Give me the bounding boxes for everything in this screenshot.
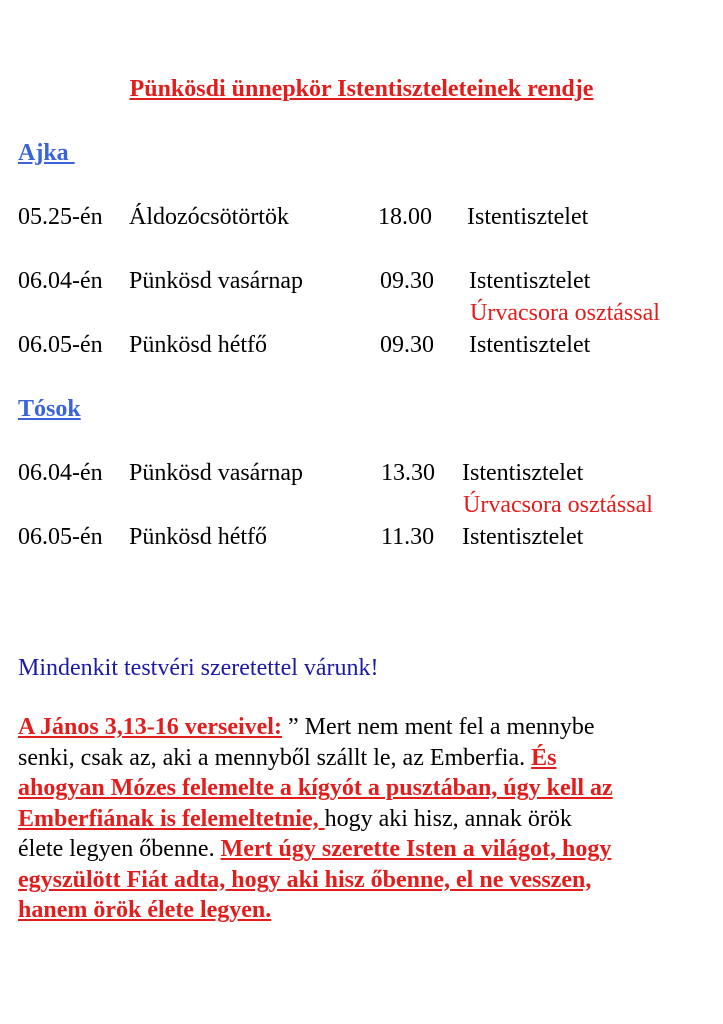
row-time: 18.00: [378, 204, 432, 230]
verse-highlight: És: [531, 744, 557, 771]
row-date: 06.05-én: [18, 332, 103, 358]
verse-line: [18, 834, 718, 865]
verse-highlight: A János 3,13-16 verseivel:: [18, 714, 282, 740]
row-event: Pünkösd hétfő: [129, 524, 267, 550]
row-time: 13.30: [381, 460, 435, 486]
row-time: 09.30: [380, 332, 434, 358]
section-heading-ajka[interactable]: Ajka: [18, 140, 75, 166]
row-time: 09.30: [380, 268, 434, 294]
row-date: 06.05-én: [18, 524, 103, 550]
row-event: Pünkösd hétfő: [129, 332, 267, 358]
schedule-row: [18, 265, 708, 297]
verse-line: [18, 804, 718, 835]
section-heading-tosok[interactable]: Tósok: [18, 396, 81, 422]
greeting-text: Mindenkit testvéri szeretettel várunk!: [18, 655, 379, 681]
row-note: Úrvacsora osztással: [463, 492, 653, 518]
row-note: Úrvacsora osztással: [470, 300, 660, 326]
schedule-row: [18, 201, 708, 233]
row-date: 05.25-én: [18, 204, 103, 230]
row-date: 06.04-én: [18, 268, 103, 294]
row-type: Istentisztelet: [469, 332, 591, 358]
verse-text: hogy aki hisz, annak örök: [324, 805, 572, 832]
row-event: Pünkösd vasárnap: [129, 460, 303, 486]
verse-text: senki, csak az, aki a mennyből szállt le, az Emberfia.: [18, 744, 532, 771]
verse-line: [18, 712, 718, 743]
verse-highlight: hanem örök élete legyen.: [18, 897, 272, 923]
bible-verse: [18, 712, 718, 926]
schedule-row: [18, 329, 708, 361]
verse-highlight: egyszülött Fiát adta, hogy aki hisz őbenne, el ne vesszen,: [18, 866, 592, 893]
row-type: Istentisztelet: [469, 268, 591, 294]
verse-line: [18, 895, 718, 926]
row-type: Istentisztelet: [462, 460, 584, 486]
row-type: Istentisztelet: [467, 204, 589, 230]
schedule-row: [18, 457, 708, 489]
verse-text: élete legyen őbenne.: [18, 836, 221, 862]
verse-highlight: Mert úgy szerette Isten a világot, hogy: [220, 836, 612, 862]
verse-line: [18, 743, 718, 774]
row-type: Istentisztelet: [462, 524, 584, 550]
verse-highlight: Emberfiának is felemeltetnie,: [18, 805, 325, 832]
row-date: 06.04-én: [18, 460, 103, 486]
schedule-row: [18, 521, 708, 553]
verse-text: ” Mert nem ment fel a mennybe: [281, 714, 595, 740]
row-event: Áldozócsötörtök: [129, 204, 289, 230]
row-event: Pünkösd vasárnap: [129, 268, 303, 294]
page-title: Pünkösdi ünnepkör Istentiszteleteinek rendje: [129, 76, 594, 102]
row-time: 11.30: [381, 524, 435, 550]
verse-line: [18, 865, 718, 896]
verse-line: [18, 773, 718, 804]
verse-highlight: ahogyan Mózes felemelte a kígyót a pusztában, úgy kell az: [18, 775, 613, 801]
